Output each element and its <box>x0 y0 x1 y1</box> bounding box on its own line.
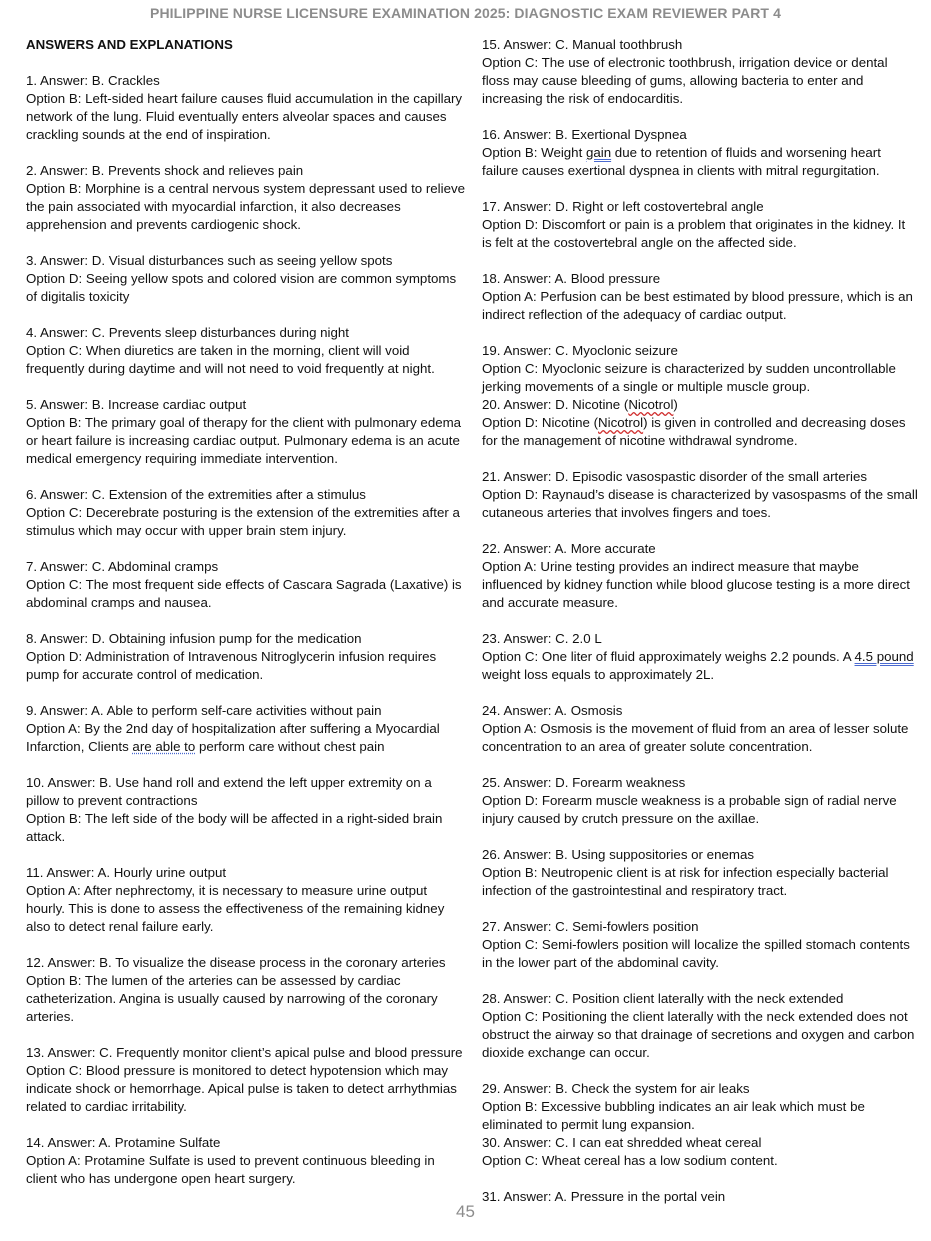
answer-item-23 <box>482 630 918 684</box>
answer-item-30 <box>482 1134 918 1170</box>
page-number: 45 <box>456 1202 475 1221</box>
explanation-line: Option C: The most frequent side effects of Cascara Sagrada (Laxative) is abdominal cramps and nausea. <box>26 577 462 610</box>
section-title: ANSWERS AND EXPLANATIONS <box>26 37 233 52</box>
answer-item-8 <box>26 630 466 684</box>
explanation-line <box>482 414 918 450</box>
explanation-line: Option C: Wheat cereal has a low sodium content. <box>482 1153 778 1168</box>
answer-item-28 <box>482 990 918 1062</box>
answer-item-19 <box>482 342 918 396</box>
answer-item-2 <box>26 162 466 234</box>
answer-item-7 <box>26 558 466 612</box>
answer-item-13 <box>26 1044 466 1116</box>
explanation-line: Option C: Decerebrate posturing is the extension of the extremities after a stimulus which may occur with upper brain stem injury. <box>26 505 460 538</box>
answer-item-27 <box>482 918 918 972</box>
answer-line: 27. Answer: C. Semi-fowlers position <box>482 919 699 934</box>
explanation-line: Option B: Neutropenic client is at risk for infection especially bacterial infection of the gastrointestinal and respiratory tract. <box>482 865 889 898</box>
answer-line: 13. Answer: C. Frequently monitor client’s apical pulse and blood pressure <box>26 1045 463 1060</box>
answer-item-16 <box>482 126 918 180</box>
explanation-line: Option C: Positioning the client laterally with the neck extended does not obstruct the airway so that drainage of secretions and oxygen and carbon dioxide exchange can occur. <box>482 1009 915 1060</box>
explanation-line: Option D: Raynaud’s disease is characterized by vasospasms of the small cutaneous arteries that involves fingers and toes. <box>482 487 918 520</box>
answer-line: 6. Answer: C. Extension of the extremities after a stimulus <box>26 487 366 502</box>
answer-line: 9. Answer: A. Able to perform self-care activities without pain <box>26 703 382 718</box>
answer-item-10 <box>26 774 466 846</box>
explanation-line <box>26 720 466 756</box>
answer-item-1 <box>26 72 466 144</box>
explanation-line: Option A: Perfusion can be best estimated by blood pressure, which is an indirect reflection of the adequacy of cardiac output. <box>482 289 913 322</box>
answer-text: ) <box>673 397 678 412</box>
explanation-text: weight loss equals to approximately 2L. <box>482 667 715 682</box>
answer-line: 18. Answer: A. Blood pressure <box>482 271 661 286</box>
answer-line: 11. Answer: A. Hourly urine output <box>26 865 227 880</box>
explanation-text: Option D: Nicotine ( <box>482 415 599 430</box>
spellcheck-marked-text: Nicotrol <box>598 415 644 430</box>
answer-item-20 <box>482 396 918 450</box>
answer-line: 2. Answer: B. Prevents shock and relieves pain <box>26 163 304 178</box>
answer-item-12 <box>26 954 466 1026</box>
answer-item-5 <box>26 396 466 468</box>
answer-line: 31. Answer: A. Pressure in the portal vein <box>482 1189 726 1204</box>
explanation-line: Option A: Protamine Sulfate is used to prevent continuous bleeding in client who has undergone open heart surgery. <box>26 1153 435 1186</box>
answer-item-24 <box>482 702 918 756</box>
explanation-line: Option B: Left-sided heart failure causes fluid accumulation in the capillary network of the lung. Fluid eventually enters alveolar spaces and causes crackling sounds at the end of inspiration. <box>26 91 463 142</box>
explanation-line: Option A: After nephrectomy, it is necessary to measure urine output hourly. This is done to assess the effectiveness of the remaining kidney also to detect renal failure early. <box>26 883 445 934</box>
right-column <box>482 36 918 1206</box>
explanation-line: Option B: Excessive bubbling indicates an air leak which must be eliminated to permit lung expansion. <box>482 1099 865 1132</box>
answer-item-29 <box>482 1080 918 1134</box>
answer-item-14 <box>26 1134 466 1188</box>
grammar-marked-text: 4.5 pound <box>854 649 914 664</box>
answer-line: 22. Answer: A. More accurate <box>482 541 656 556</box>
answer-line: 4. Answer: C. Prevents sleep disturbances during night <box>26 325 349 340</box>
grammar-marked-text: gain <box>585 145 612 160</box>
answer-line: 3. Answer: D. Visual disturbances such as seeing yellow spots <box>26 253 393 268</box>
answer-line: 25. Answer: D. Forearm weakness <box>482 775 686 790</box>
explanation-line: Option C: Myoclonic seizure is characterized by sudden uncontrollable jerking movements of a single or multiple muscle group. <box>482 361 896 394</box>
answer-item-3 <box>26 252 466 306</box>
explanation-text: perform care without chest pain <box>195 739 385 754</box>
explanation-line: Option C: Blood pressure is monitored to detect hypotension which may indicate shock or hemorrhage. Apical pulse is taken to detect arrhythmias related to cardiac irritability. <box>26 1063 457 1114</box>
answer-line: 12. Answer: B. To visualize the disease process in the coronary arteries <box>26 955 446 970</box>
document-header: PHILIPPINE NURSE LICENSURE EXAMINATION 2025: DIAGNOSTIC EXAM REVIEWER PART 4 <box>150 5 781 21</box>
grammar-marked-text: are able to <box>132 739 196 754</box>
answer-item-6 <box>26 486 466 540</box>
explanation-text: Option B: Weight <box>482 145 586 160</box>
explanation-line <box>482 144 918 180</box>
explanation-line: Option C: The use of electronic toothbrush, irrigation device or dental floss may cause bleeding of gums, allowing bacteria to enter and increasing the risk of endocarditis. <box>482 55 888 106</box>
answer-line: 5. Answer: B. Increase cardiac output <box>26 397 247 412</box>
answer-line: 19. Answer: C. Myoclonic seizure <box>482 343 678 358</box>
answer-line: 26. Answer: B. Using suppositories or enemas <box>482 847 754 862</box>
explanation-line: Option C: When diuretics are taken in the morning, client will void frequently during daytime and will not need to void frequently at night. <box>26 343 435 376</box>
answer-line: 21. Answer: D. Episodic vasospastic disorder of the small arteries <box>482 469 868 484</box>
answer-line: 10. Answer: B. Use hand roll and extend the left upper extremity on a pillow to prevent contractions <box>26 775 432 808</box>
answer-item-22 <box>482 540 918 612</box>
answer-line: 23. Answer: C. 2.0 L <box>482 631 602 646</box>
left-column <box>26 36 466 1188</box>
answer-text: 20. Answer: D. Nicotine ( <box>482 397 629 412</box>
answer-line: 28. Answer: C. Position client laterally with the neck extended <box>482 991 844 1006</box>
answer-line: 1. Answer: B. Crackles <box>26 73 160 88</box>
explanation-line: Option D: Seeing yellow spots and colored vision are common symptoms of digitalis toxicity <box>26 271 457 304</box>
explanation-line: Option C: Semi-fowlers position will localize the spilled stomach contents in the lower part of the abdominal cavity. <box>482 937 910 970</box>
answer-line: 24. Answer: A. Osmosis <box>482 703 623 718</box>
answer-item-25 <box>482 774 918 828</box>
answer-item-17 <box>482 198 918 252</box>
explanation-text: ) is given in controlled and decreasing doses for the management of nicotine withdrawal syndrome. <box>482 415 906 448</box>
explanation-line: Option D: Administration of Intravenous Nitroglycerin infusion requires pump for accurate control of medication. <box>26 649 437 682</box>
explanation-line <box>482 648 918 684</box>
explanation-line: Option D: Discomfort or pain is a problem that originates in the kidney. It is felt at the costovertebral angle on the affected side. <box>482 217 906 250</box>
answer-line: 29. Answer: B. Check the system for air leaks <box>482 1081 750 1096</box>
answer-item-11 <box>26 864 466 936</box>
answer-line <box>482 396 918 414</box>
explanation-line: Option A: Osmosis is the movement of fluid from an area of lesser solute concentration to an area of greater solute concentration. <box>482 721 909 754</box>
answer-item-4 <box>26 324 466 378</box>
answer-item-18 <box>482 270 918 324</box>
explanation-text: Option C: One liter of fluid approximately weighs 2.2 pounds. A <box>482 649 855 664</box>
answer-line: 16. Answer: B. Exertional Dyspnea <box>482 127 687 142</box>
answer-line: 15. Answer: C. Manual toothbrush <box>482 37 683 52</box>
explanation-line: Option B: The left side of the body will be affected in a right-sided brain attack. <box>26 811 443 844</box>
explanation-line: Option D: Forearm muscle weakness is a probable sign of radial nerve injury caused by crutch pressure on the axillae. <box>482 793 897 826</box>
explanation-line: Option B: The primary goal of therapy for the client with pulmonary edema or heart failure is increasing cardiac output. Pulmonary edema is an acute medical emergency requiring immediate intervention. <box>26 415 462 466</box>
explanation-line: Option A: Urine testing provides an indirect measure that maybe influenced by kidney function while blood glucose testing is a more direct and accurate measure. <box>482 559 910 610</box>
answer-line: 7. Answer: C. Abdominal cramps <box>26 559 219 574</box>
answer-item-26 <box>482 846 918 900</box>
explanation-text: due to retention of fluids and worsening heart failure causes exertional dyspnea in clients with mitral regurgitation. <box>482 145 881 178</box>
explanation-line: Option B: The lumen of the arteries can be assessed by cardiac catheterization. Angina is usually caused by narrowing of the coronary arteries. <box>26 973 438 1024</box>
answer-line: 14. Answer: A. Protamine Sulfate <box>26 1135 221 1150</box>
answer-line: 30. Answer: C. I can eat shredded wheat cereal <box>482 1135 762 1150</box>
explanation-line: Option B: Morphine is a central nervous system depressant used to relieve the pain associated with myocardial infarction, it also decreases apprehension and prevents cardiogenic shock. <box>26 181 466 232</box>
spellcheck-marked-text: Nicotrol <box>628 397 674 412</box>
answer-line: 17. Answer: D. Right or left costovertebral angle <box>482 199 764 214</box>
explanation-text: Option A: By the 2nd day of hospitalization after suffering a Myocardial Infarction, Clients <box>26 721 440 754</box>
answer-item-21 <box>482 468 918 522</box>
answer-item-9 <box>26 702 466 756</box>
answer-line: 8. Answer: D. Obtaining infusion pump for the medication <box>26 631 362 646</box>
answer-item-15 <box>482 36 918 108</box>
